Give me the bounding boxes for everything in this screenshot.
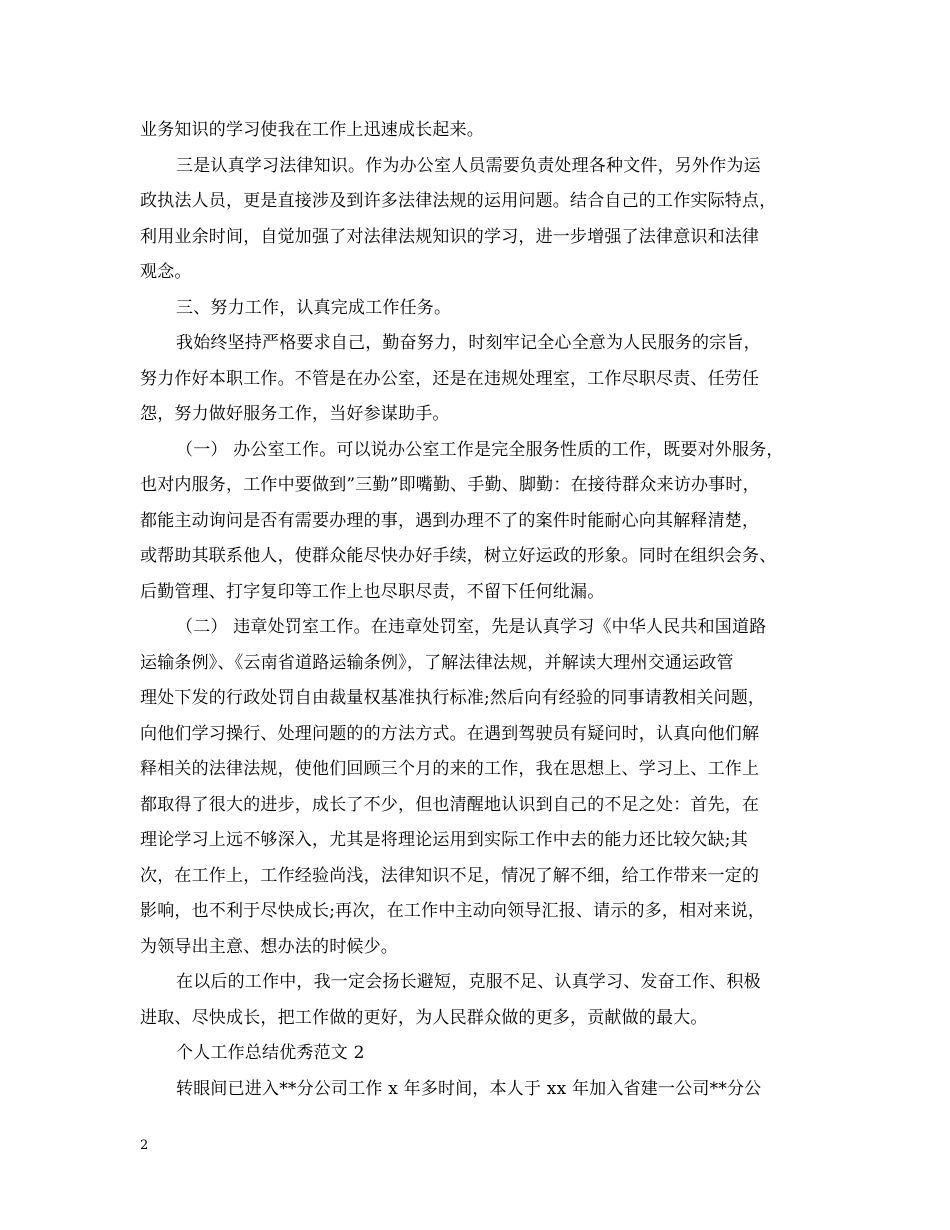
text-line: 观念。: [140, 262, 192, 282]
text-line: 我始终坚持严格要求自己，勤奋努力，时刻牢记全心全意为人民服务的宗旨，: [176, 333, 761, 353]
text-line: 转眼间已进入**分公司工作 x 年多时间，本人于 xx 年加入省建一公司**分公: [176, 1078, 762, 1099]
text-line: 都能主动询问是否有需要办理的事，遇到办理不了的案件时能耐心向其解释清楚，: [140, 510, 760, 531]
text-line: 进取、尽快成长，把工作做的更好，为人民群众做的更多，贡献做的最大。: [140, 1007, 708, 1028]
text-line: 运输条例》、《云南省道路运输条例》，了解法律法规，并解读大理州交通运政管: [140, 652, 734, 673]
text-line: 个人工作总结优秀范文 2: [176, 1043, 365, 1063]
text-line: 理处下发的行政处罚自由裁量权基准执行标准;然后向有经验的同事请教相关问题，: [140, 688, 766, 708]
text-line: 为领导出主意、想办法的时候少。: [140, 936, 398, 957]
text-line: 向他们学习操行、处理问题的的方法方式。在遇到驾驶员有疑问时，认真向他们解: [140, 723, 760, 744]
text-line: 利用业余时间，自觉加强了对法律法规知识的学习，进一步增强了法律意识和法律: [140, 226, 760, 247]
text-line: 理论学习上远不够深入，尤其是将理论运用到实际工作中去的能力还比较欠缺;其: [140, 830, 748, 850]
text-line: 影响，也不利于尽快成长;再次，在工作中主动向领导汇报、请示的多，相对来说，: [140, 901, 766, 921]
text-line: 政执法人员，更是直接涉及到许多法律法规的运用问题。结合自己的工作实际特点，: [140, 191, 777, 211]
text-line: 释相关的法律法规，使他们回顾三个月的来的工作，我在思想上、学习上、工作上: [140, 759, 760, 779]
document-body: [140, 113, 820, 1107]
text-line: 次，在工作上，工作经验尚浅，法律知识不足，情况了解不细，给工作带来一定的: [140, 865, 760, 886]
text-line: （一） 办公室工作。可以说办公室工作是完全服务性质的工作，既要对外服务，: [176, 439, 784, 460]
text-line: 业务知识的学习使我在工作上迅速成长起来。: [140, 120, 484, 140]
text-line: 努力作好本职工作。不管是在办公室，还是在违规处理室，工作尽职尽责、任劳任: [140, 368, 760, 389]
text-line: 都取得了很大的进步，成长了不少，但也清醒地认识到自己的不足之处：首先，在: [140, 794, 760, 815]
page-number: 2: [140, 1138, 149, 1153]
text-line: 三是认真学习法律知识。作为办公室人员需要负责处理各种文件，另外作为运: [176, 155, 761, 176]
text-line: 或帮助其联系他人，使群众能尽快办好手续，树立好运政的形象。同时在组织会务、: [140, 546, 777, 566]
text-line: 三、努力工作，认真完成工作任务。: [176, 297, 452, 318]
text-line: 怨，努力做好服务工作，当好参谋助手。: [140, 404, 450, 424]
text-line: 在以后的工作中，我一定会扬长避短，克服不足、认真学习、发奋工作、积极: [176, 972, 761, 992]
text-line: 后勤管理、打字复印等工作上也尽职尽责，不留下任何纰漏。: [140, 581, 605, 602]
text-line: 也对内服务，工作中要做到”三勤”即嘴勤、手勤、脚勤：在接待群众来访办事时，: [140, 475, 760, 495]
text-line: （二） 违章处罚室工作。在违章处罚室，先是认真学习《中华人民共和国道路: [176, 617, 767, 637]
